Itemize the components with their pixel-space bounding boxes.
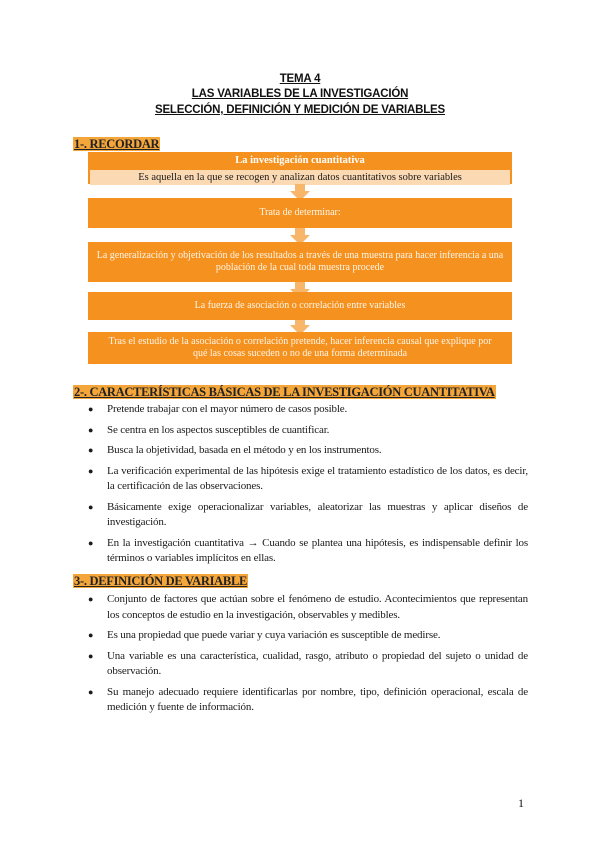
list-item: ● La verificación experimental de las hipótesis exige el tratamiento estadístico de los datos, es decir, la certificación de las observaciones. — [88, 464, 528, 492]
list-item: ● Una variable es una característica, cualidad, rasgo, atributo o propiedad del sujeto o unidad de observación. — [88, 649, 528, 677]
diagram-subheading: Es aquella en la que se recogen y analizan datos cuantitativos sobre variables — [90, 170, 510, 185]
bullet-icon: ● — [88, 594, 94, 604]
section-3-heading: 3-. DEFINICIÓN DE VARIABLE — [74, 574, 248, 588]
diagram-box-heading — [88, 152, 512, 184]
doc-title-topic: TEMA 4 — [279, 73, 321, 85]
bullet-icon: ● — [88, 630, 94, 640]
variable-definition-list — [88, 592, 528, 721]
doc-title-main: LAS VARIABLES DE LA INVESTIGACIÓN — [191, 88, 409, 100]
bullet-icon: ● — [88, 424, 94, 435]
diagram-heading: La investigación cuantitativa — [235, 155, 365, 166]
section-1-heading: 1-. RECORDAR — [74, 137, 160, 151]
doc-title-sub: SELECCIÓN, DEFINICIÓN Y MEDICIÓN DE VARIABLES — [154, 104, 446, 116]
bullet-icon: ● — [88, 537, 94, 548]
list-item: ● Básicamente exige operacionalizar variables, aleatorizar las muestras y aplicar diseños de investigación. — [88, 500, 528, 528]
bullet-icon: ● — [88, 686, 94, 697]
bullet-icon: ● — [88, 445, 94, 455]
list-item: ● Busca la objetividad, basada en el método y en los instrumentos. — [88, 443, 528, 459]
list-item: ● En la investigación cuantitativa → Cuando se plantea una hipótesis, es indispensable definir los términos o variables implícitos en ellas. — [88, 536, 528, 564]
list-item: ● Conjunto de factores que actúan sobre el fenómeno de estudio. Acontecimientos que representan los conceptos de estudio en la investigación, observables y medibles. — [88, 593, 528, 621]
diagram-box-generalizacion: La generalización y objetivación de los resultados a través de una muestra para hacer inferencia a una población de la cual toda muestra procede — [88, 242, 512, 282]
bullet-icon: ● — [88, 465, 94, 476]
bullet-icon: ● — [88, 650, 94, 661]
list-item: ● Pretende trabajar con el mayor número de casos posible. — [88, 402, 528, 418]
list-item: ● Su manejo adecuado requiere identificarlas por nombre, tipo, definición operacional, escala de medición y fuente de información. — [88, 685, 528, 713]
list-item: ● Se centra en los aspectos susceptibles de cuantificar. — [88, 423, 528, 439]
section-2-heading: 2-. CARACTERÍSTICAS BÁSICAS DE LA INVESTIGACIÓN CUANTITATIVA — [74, 385, 495, 399]
characteristics-list — [88, 402, 528, 572]
bullet-icon: ● — [88, 501, 94, 512]
diagram-box-asociacion: La fuerza de asociación o correlación entre variables — [88, 292, 512, 320]
page-number: 1 — [518, 796, 524, 810]
recordar-diagram — [88, 152, 512, 364]
diagram-box-inferencia: Tras el estudio de la asociación o correlación pretende, hacer inferencia causal que explique por qué las cosas suceden o no de una forma determinada — [88, 332, 512, 364]
list-item: ● Es una propiedad que puede variar y cuya variación es susceptible de medirse. — [88, 628, 528, 644]
bullet-icon: ● — [88, 404, 94, 414]
diagram-box-determinar: Trata de determinar: — [88, 198, 512, 228]
